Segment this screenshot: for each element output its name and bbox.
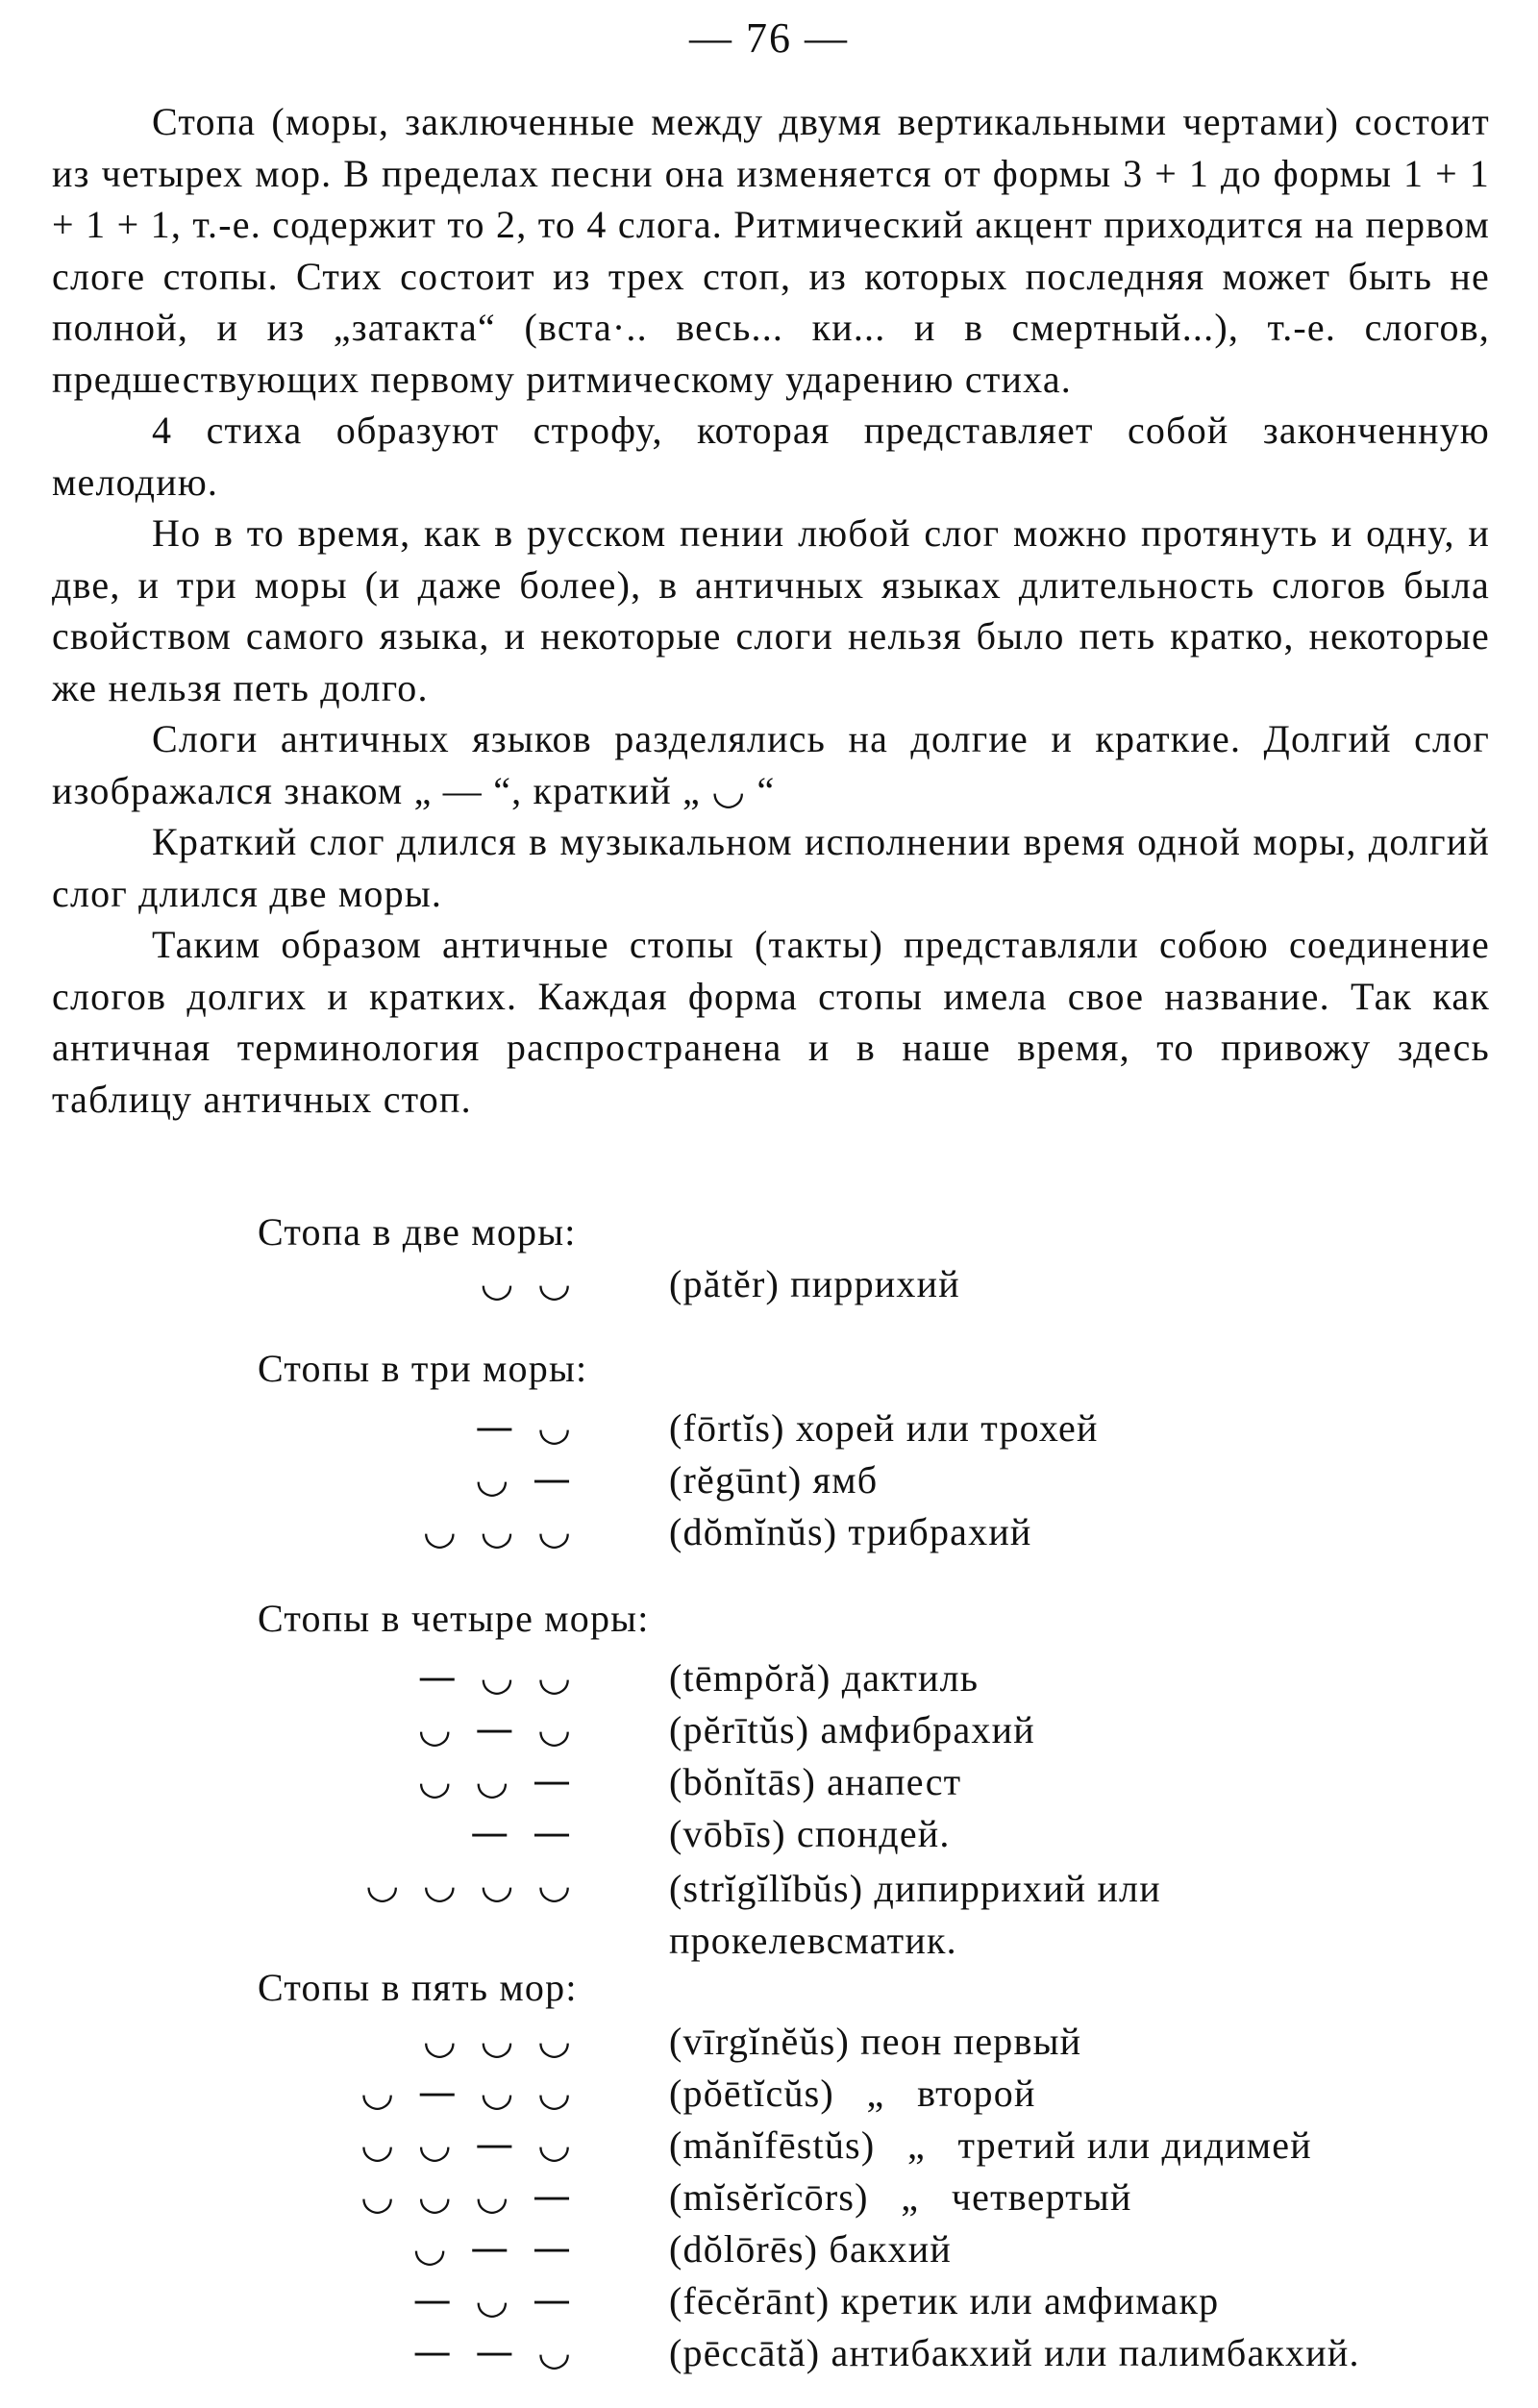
- meter-scheme: ◡ ◡ ◡: [422, 1509, 577, 1553]
- foot-name: (pŏētĭcŭs) „ второй: [669, 2072, 1036, 2115]
- foot-name: (dŏmĭnŭs) трибрахий: [669, 1510, 1032, 1553]
- foot-name: (fōrtĭs) хорей или трохей: [669, 1406, 1099, 1450]
- meter-scheme: — ◡ —: [412, 2278, 577, 2322]
- foot-name: (mănĭfēstŭs) „ третий или дидимей: [669, 2123, 1312, 2167]
- paragraph: 4 стиха образуют строфу, которая представляет собой законченную мелодию.: [52, 409, 1490, 504]
- foot-name: (tēmpŏră) дактиль: [669, 1656, 980, 1700]
- meter-scheme: — —: [470, 1811, 577, 1855]
- foot-name: (strĭgĭlĭbŭs) дипиррихий или прокелевсматик.: [669, 1867, 1161, 1962]
- foot-name: (vōbīs) спондей.: [669, 1812, 951, 1855]
- foot-name: (vīrgĭnĕŭs) пеон первый: [669, 2020, 1082, 2063]
- foot-name: (fēcĕrānt) кретик или амфимакр: [669, 2279, 1220, 2322]
- meter-scheme: ◡ ◡ ◡ —: [360, 2174, 577, 2219]
- meter-scheme: ◡ — —: [412, 2226, 577, 2271]
- section-heading: Стопы в четыре моры:: [258, 1597, 650, 1640]
- meter-scheme: — — ◡: [412, 2330, 577, 2374]
- page-number: — 76 —: [689, 14, 849, 62]
- foot-name: (mĭsĕrĭcōrs) „ четвертый: [669, 2175, 1132, 2219]
- foot-name: (bŏnĭtās) анапест: [669, 1760, 962, 1803]
- paragraph: Стопа (моры, заключенные между двумя вертикальными чертами) состоит из четырех мор. В пределах песни она изменяется от формы 3 + 1 до формы 1 + 1 + 1 + 1, т.-е. содержит то 2, то 4 слога. Ритмический акцент приходится на первом слоге стопы. Стих состоит из трех стоп, из которых последняя может быть не полной, и из „затакта“ (вста·.. весь... ки... и в смертный...), т.-е. слогов, предшествующих первому ритмическому ударению стиха.: [52, 100, 1490, 401]
- paragraph: Краткий слог длился в музыкальном исполнении время одной моры, долгий слог длился две моры.: [52, 820, 1490, 915]
- section-heading: Стопы в три моры:: [258, 1347, 588, 1390]
- foot-name: (pĕrītŭs) амфибрахий: [669, 1708, 1035, 1751]
- paragraph: Таким образом античные стопы (такты) представляли собою соединение слогов долгих и кратких. Каждая форма стопы имела свое название. Так как античная терминология распространена и в наше время, то привожу здесь таблицу античных стоп.: [52, 923, 1490, 1121]
- foot-name: (pēccātă) антибакхий или палимбакхий.: [669, 2331, 1360, 2374]
- meter-scheme: — ◡: [475, 1405, 577, 1450]
- section-heading: Стопы в пять мор:: [258, 1966, 578, 2009]
- meter-scheme: ◡ —: [475, 1457, 577, 1502]
- meter-scheme: — ◡ ◡: [417, 1655, 577, 1700]
- paragraph: Слоги античных языков разделялись на долгие и краткие. Долгий слог изображался знаком „ — “, краткий „ ◡ “: [52, 717, 1490, 812]
- foot-name: (dŏlōrēs) бакхий: [669, 2227, 952, 2271]
- meter-scheme: ◡ ◡ — ◡: [360, 2123, 577, 2167]
- foot-name: (pătĕr) пиррихий: [669, 1262, 960, 1305]
- meter-scheme: ◡ ◡ ◡ ◡: [365, 1863, 577, 1907]
- meter-scheme: ◡ — ◡ ◡: [360, 2071, 577, 2115]
- foot-name: (rĕgūnt) ямб: [669, 1458, 879, 1502]
- meter-scheme: ◡ ◡: [480, 1261, 577, 1305]
- meter-scheme: ◡ ◡ ◡: [422, 2019, 577, 2063]
- meter-scheme: ◡ — ◡: [417, 1707, 577, 1751]
- paragraph: Но в то время, как в русском пении любой слог можно протянуть и одну, и две, и три моры (и даже более), в античных языках длительность слогов была свойством самого языка, и некоторые слоги нельзя было петь кратко, некоторые же нельзя петь долго.: [52, 511, 1490, 709]
- section-heading: Стопа в две моры:: [258, 1210, 577, 1254]
- meter-scheme: ◡ ◡ —: [417, 1759, 577, 1803]
- body-text: [52, 96, 1490, 1125]
